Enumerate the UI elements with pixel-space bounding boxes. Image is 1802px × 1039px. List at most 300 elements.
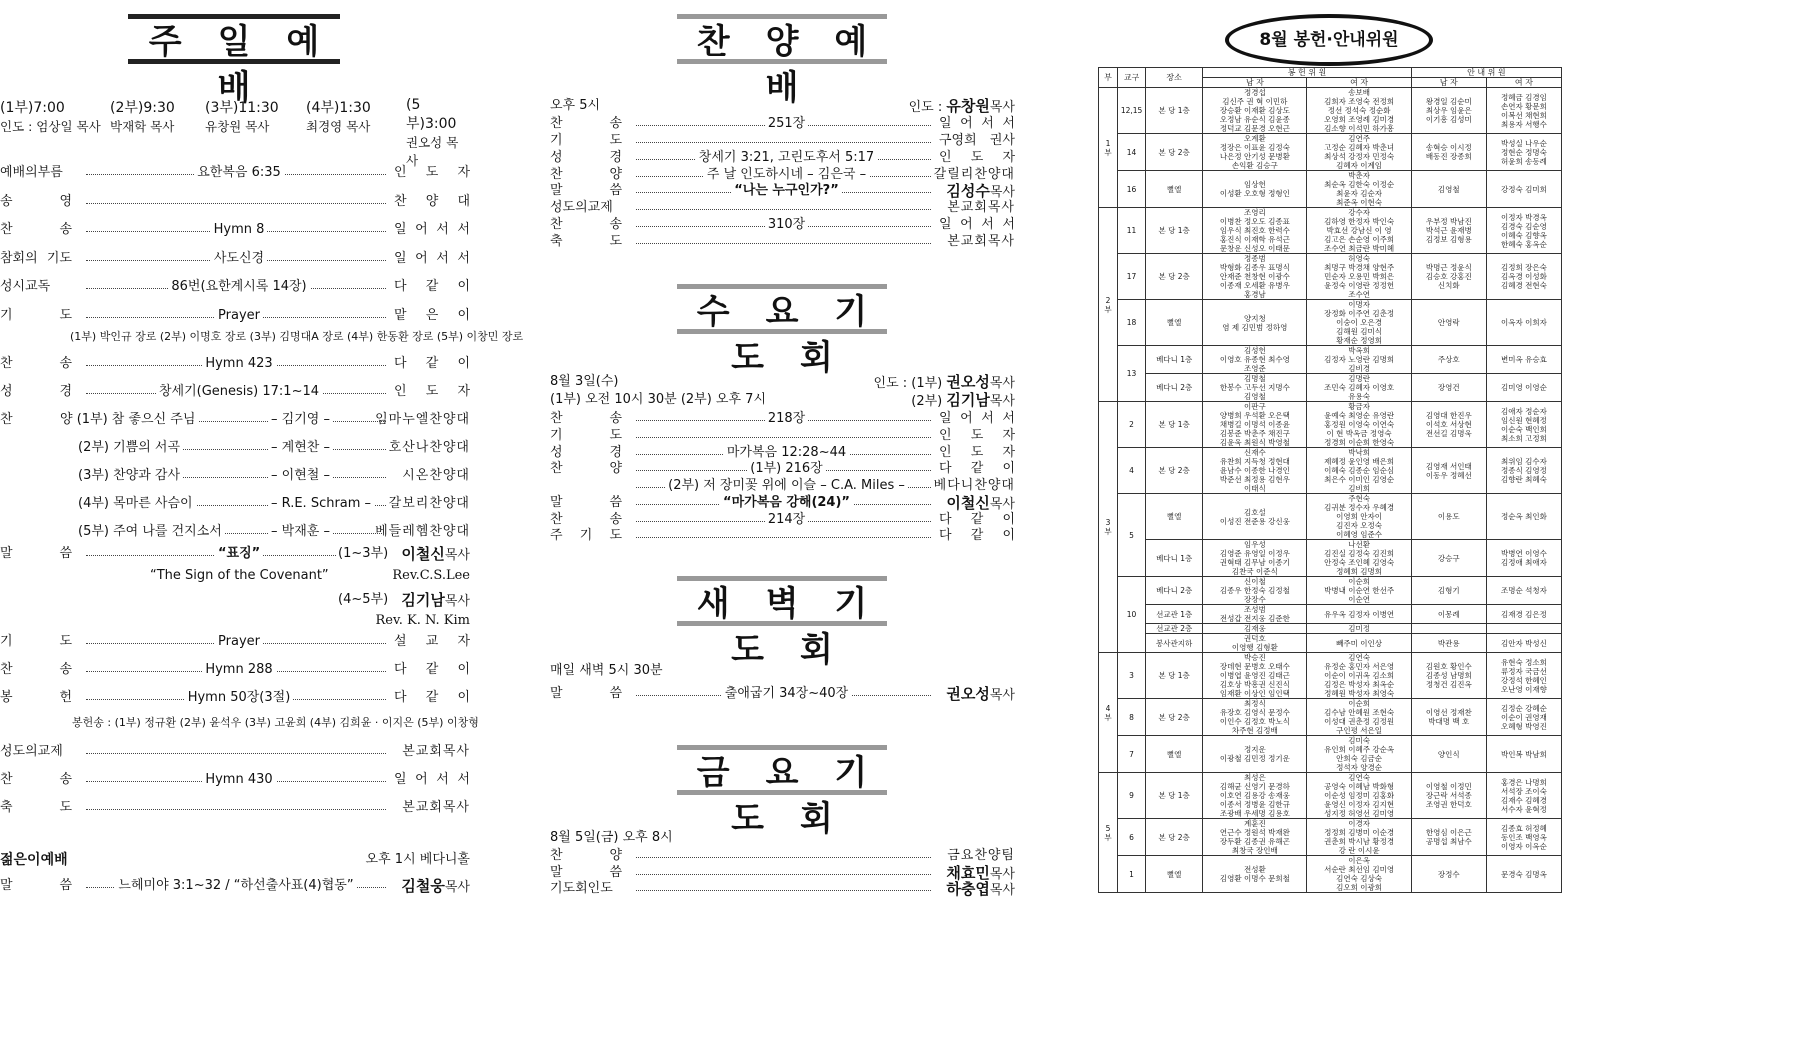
label-char: 씀 — [609, 495, 622, 510]
role-char: 구영희 — [939, 133, 977, 148]
offering-female: 황금자 윤예숙 최영순 유영란 홍정원 이영숙 이연숙 이 현 박옥금 정영숙 정경희 이순희 한영숙 — [1307, 402, 1411, 448]
label-char: 말 — [550, 495, 563, 510]
item-content-text: 214장 — [765, 512, 808, 527]
label-char: 송 — [59, 222, 72, 237]
preacher-title: 목사 — [444, 548, 470, 563]
guide-male: 한영심 이은근 공명섭 최남수 — [1411, 819, 1486, 856]
guide-female: 홍경은 나명희 서석장 조이숙 김재수 김혜경 서수자 윤혁정 — [1486, 773, 1561, 819]
item-label — [550, 410, 622, 428]
service-leader: 인도 : 엄상일 목사 — [0, 119, 101, 134]
label-char: 경 — [609, 445, 622, 460]
person-name: 하충엽 — [946, 880, 990, 898]
label-char: 도 — [609, 428, 622, 443]
item-content — [86, 633, 392, 651]
worship-item — [550, 527, 1015, 545]
label-char: 찬 — [550, 217, 563, 232]
label-char: 말 — [0, 546, 13, 561]
roster-place: 봉사관지하 — [1146, 634, 1203, 653]
role-char: 서 — [436, 772, 449, 787]
offering-female: 김연숙 공영숙 이혜남 박화형 이순성 임정미 김홍화 윤영신 이정자 김지현 성지정 허영선 김미영 — [1307, 773, 1411, 819]
offering-male: 정종범 박형화 김종우 표명식 안재준 천창현 이광수 이종재 오세환 유병우 홍경남 — [1203, 254, 1307, 300]
offering-female: 유우옥 김정자 이병연 — [1307, 605, 1411, 624]
guide-male: 강승구 — [1411, 540, 1486, 577]
item-label — [550, 494, 622, 512]
label-char: 영 — [59, 194, 72, 209]
label-char: 축 — [550, 234, 563, 249]
person-title: 목사 — [989, 497, 1015, 512]
item-content — [636, 494, 937, 512]
item-content — [86, 250, 392, 268]
role-char: 서 — [436, 251, 449, 266]
roster-row — [1099, 374, 1562, 402]
label-char: 기도 — [46, 251, 72, 266]
label-char: 송 — [609, 217, 622, 232]
label-char: 양 — [609, 848, 622, 863]
guide-male: 박명근 정윤식 김승호 강홍진 신치화 — [1411, 254, 1486, 300]
person-name: 김성수 — [946, 182, 990, 200]
worship-item — [0, 193, 470, 211]
offering-female: 강수자 김하영 한정자 박인숙 박효선 강남신 이 영 김고은 손순영 이주희 조수연 최금란 박미혜 — [1307, 208, 1411, 254]
roster-place: 본 당 1층 — [1146, 653, 1203, 699]
item-content-text: (1부) 216장 — [747, 461, 825, 476]
offering-female: 이순희 박병내 이순연 한선주 이순연 — [1307, 577, 1411, 605]
offering-female: 박춘자 최순옥 김한숙 이정순 최윤자 김순자 최준옥 이현숙 — [1307, 171, 1411, 208]
item-role — [394, 278, 470, 296]
offering-female: 주현숙 김귀분 정수자 우혜경 이영희 안자이 김진자 오정숙 이혜영 임준수 — [1307, 494, 1411, 540]
item-content — [86, 278, 392, 296]
label-char: 찬 — [0, 356, 13, 371]
col-offer-female: 여 자 — [1307, 78, 1411, 88]
role-char: 같 — [970, 461, 984, 476]
dotted-leader — [636, 537, 931, 538]
offering-male: 김호설 이성진 전준용 강신웅 — [1203, 494, 1307, 540]
worship-item — [550, 132, 1015, 150]
sermon-row — [0, 545, 470, 563]
role-char: 자 — [457, 384, 470, 399]
item-content — [636, 216, 937, 234]
label-char: 기 — [579, 528, 593, 543]
item-label: 성도의교제 — [0, 744, 63, 759]
label-char: 씀 — [609, 865, 622, 880]
offering-female: 이경자 정정희 김병미 이순경 권춘희 박시남 황정경 강 란 이시윤 — [1307, 819, 1411, 856]
anthem-part: (3부) 찬양과 감사 — [78, 467, 183, 485]
role-char: 어 — [960, 411, 973, 426]
role-char: 같 — [425, 279, 439, 294]
offering-male: 최정식 유장호 김영식 문정수 이인수 김정호 박노식 차주현 김정배 — [1203, 699, 1307, 736]
roster-row — [1099, 88, 1562, 134]
role-char: 인 — [939, 445, 952, 460]
label-char: 기 — [0, 634, 13, 649]
item-content-text: Prayer — [215, 634, 263, 649]
item-content-text: 주 날 인도하시네 – 김은국 – — [704, 167, 869, 182]
item-content-text: 310장 — [765, 217, 808, 232]
role-char: 서 — [457, 222, 470, 237]
anthem-composer: – 이현철 – — [268, 467, 333, 485]
role-char: 같 — [425, 356, 439, 371]
label-char: 기 — [550, 133, 563, 148]
item-content — [86, 383, 392, 401]
role-char: 이 — [457, 279, 470, 294]
role-char: 서 — [1002, 411, 1015, 426]
service-leader: 유창원 목사 — [205, 119, 270, 134]
item-label — [0, 633, 72, 651]
roster-bu: 1 부 — [1099, 88, 1118, 208]
title-char: 벽 — [765, 584, 799, 624]
label-char: 송 — [609, 116, 622, 131]
guide-female: 정혜금 김경임 손연자 황문희 이복선 채현희 최용자 서행수 — [1486, 88, 1561, 134]
header-left: (1부) 오전 10시 30분 (2부) 오후 7시 — [550, 392, 767, 407]
sermon-en-row-2 — [0, 612, 470, 630]
role-char: 인 — [939, 428, 952, 443]
roster-place: 본 당 2층 — [1146, 254, 1203, 300]
item-role — [394, 164, 470, 182]
service-leader: 최경영 목사 — [306, 119, 371, 134]
item-content-text: 251장 — [765, 116, 808, 131]
roster-row — [1099, 699, 1562, 736]
role-char: 서 — [1002, 116, 1015, 131]
title-char: 수 — [696, 292, 730, 332]
role-char: 어 — [415, 772, 428, 787]
col-offering: 봉 헌 위 원 — [1203, 68, 1412, 78]
label-char: 씀 — [609, 686, 622, 701]
offering-female: 김미정 — [1307, 624, 1411, 634]
label-char: 경 — [609, 150, 622, 165]
roster-row — [1099, 448, 1562, 494]
worship-item — [0, 743, 470, 761]
item-role: 베다니찬양대 — [933, 478, 1015, 493]
offering-female: 이순희 김수남 안혜원 조현숙 이성대 권춘정 김정원 구인평 서은일 — [1307, 699, 1411, 736]
role-char: 이 — [457, 690, 470, 705]
header-left: 8월 5일(금) 오후 8시 — [550, 830, 673, 845]
item-content — [86, 355, 392, 373]
worship-item — [550, 149, 1015, 167]
label-char: 송 — [609, 411, 622, 426]
youth-sermon-title: 느헤미야 3:1~32 / “하선출사표(4)협동” — [115, 878, 356, 893]
guide-male: 송혁승 이시정 배동진 장종희 — [1411, 134, 1486, 171]
item-label — [0, 193, 72, 211]
offering-male: 정지운 이광철 김민정 정기운 — [1203, 736, 1307, 773]
item-role — [394, 689, 470, 707]
roster-bu: 5 부 — [1099, 773, 1118, 893]
item-label — [550, 685, 622, 703]
service-time: (5부)3:00 — [406, 97, 457, 132]
label-char: 송 — [59, 662, 72, 677]
role-char: 일 — [939, 116, 952, 131]
role-char: 어 — [960, 116, 973, 131]
role-char: 일 — [939, 217, 952, 232]
title-char: 예 — [834, 22, 868, 62]
guide-female: 김애자 정순자 임신원 현혜정 이순숙 백인희 최소희 고정희 — [1486, 402, 1561, 448]
role-char: 어 — [960, 217, 973, 232]
guide-female: 정순옥 최인화 — [1486, 494, 1561, 540]
label-char: 씀 — [59, 878, 72, 893]
role-char: 다 — [939, 461, 952, 476]
item-role: 본교회목사 — [947, 234, 1015, 249]
item-role: 금요찬양팀 — [947, 848, 1015, 863]
dotted-leader — [636, 243, 931, 244]
roster-row — [1099, 300, 1562, 346]
label-char: 찬 — [550, 848, 563, 863]
item-role — [939, 132, 1015, 150]
roster-gyogu: 12,15 — [1118, 88, 1146, 134]
role-char: 같 — [425, 690, 439, 705]
roster-gyogu: 7 — [1118, 736, 1146, 773]
label-char: 도 — [609, 234, 622, 249]
role-char: 서 — [981, 411, 994, 426]
guide-male: 이용도 — [1411, 494, 1486, 540]
guide-female: 강정숙 김미희 — [1486, 171, 1561, 208]
guide-female: 김종효 허정혜 동인조 백영옥 이영자 이옥순 — [1486, 819, 1561, 856]
roster-place: 뻘엘 — [1146, 171, 1203, 208]
title-char: 도 — [731, 799, 764, 839]
worship-item — [550, 216, 1015, 234]
item-content — [86, 689, 392, 707]
item-label — [0, 877, 72, 895]
label-char: 찬 — [0, 772, 13, 787]
item-content-text: 창세기 3:21, 고린도후서 5:17 — [696, 150, 877, 165]
offering-female: 김미숙 유인희 이혜주 강순옥 안희숙 김금순 정석자 양경순 — [1307, 736, 1411, 773]
roster-gyogu: 14 — [1118, 134, 1146, 171]
label-char: 말 — [550, 865, 563, 880]
person-name: 채효민 — [946, 864, 990, 882]
item-role — [394, 355, 470, 373]
item-content-text: “나는 누구인가?” — [731, 183, 842, 198]
item-role — [394, 250, 470, 268]
preacher-name: 이철신 — [401, 545, 445, 563]
person-title: 목사 — [989, 867, 1015, 882]
preacher-title: 목사 — [444, 880, 470, 895]
label-char: 양 — [609, 167, 622, 182]
header-prefix: 인도 : (1부) — [873, 376, 947, 391]
dotted-leader — [636, 874, 931, 875]
offering-female: 이명자 장정화 이주연 김춘정 이숭이 오은경 김해원 김미식 황재순 정영희 — [1307, 300, 1411, 346]
service-3 — [205, 97, 279, 135]
guide-female: 김안자 박성신 — [1486, 634, 1561, 653]
guide-female: 이옥자 이희자 — [1486, 300, 1561, 346]
header-left: 매일 새벽 5시 30분 — [550, 663, 663, 678]
offering-female: 이은옥 서순란 최선임 김미영 김연숙 김상숙 김오희 이광희 — [1307, 856, 1411, 893]
roster-gyogu: 18 — [1118, 300, 1146, 346]
header-right — [874, 373, 1015, 393]
role-char: 일 — [939, 411, 952, 426]
guide-female: 최위임 김수자 정종식 김영정 김향란 최혜숙 — [1486, 448, 1561, 494]
roster-gyogu: 3 — [1118, 653, 1146, 699]
offering-male: 권덕호 이영행 김형환 — [1203, 634, 1307, 653]
preacher-name: 김철웅 — [401, 877, 445, 895]
preacher — [401, 591, 470, 611]
item-label — [0, 250, 72, 268]
header-right — [909, 97, 1015, 117]
title-char: 배 — [217, 68, 251, 108]
role-char: 일 — [394, 772, 407, 787]
item-role — [394, 221, 470, 239]
item-person — [946, 880, 1015, 900]
role-char: 인 — [394, 165, 407, 180]
item-role — [394, 193, 470, 211]
item-label — [550, 233, 622, 251]
role-char: 자 — [457, 634, 470, 649]
item-content-text: (2부) 저 장미꽃 위에 이슬 – C.A. Miles – — [665, 478, 908, 493]
roster-gyogu: 4 — [1118, 448, 1146, 494]
guide-female: 박인복 박남희 — [1486, 736, 1561, 773]
item-role: 본교회목사 — [402, 800, 470, 815]
label-char: 송 — [609, 512, 622, 527]
offering-male: 김재웅 — [1203, 624, 1307, 634]
guide-male: 김형기 — [1411, 577, 1486, 605]
roster-place: 본 당 1층 — [1146, 402, 1203, 448]
roster-place: 뻘엘 — [1146, 494, 1203, 540]
item-content-text: Hymn 50장(3절) — [185, 690, 294, 705]
worship-item — [0, 411, 470, 429]
worship-item — [550, 233, 1015, 251]
role-char: 설 — [394, 634, 407, 649]
dotted-leader — [636, 890, 931, 891]
worship-item — [0, 495, 470, 513]
role-char: 다 — [394, 356, 407, 371]
item-role: 갈릴리찬양대 — [933, 167, 1015, 182]
label-char: 도 — [59, 308, 72, 323]
dotted-leader — [86, 203, 386, 204]
item-role — [939, 410, 1015, 428]
roster-place: 본 당 2층 — [1146, 448, 1203, 494]
worship-item — [550, 460, 1015, 478]
item-note: (1부) 박인규 장로 (2부) 이명호 장로 (3부) 김명대A 장로 (4부) 한동환 장로 (5부) 이창민 장로 — [70, 330, 524, 343]
guide-male: 김영대 한진우 이석호 서상현 전선길 김명욱 — [1411, 402, 1486, 448]
service-5 — [406, 97, 470, 169]
item-label — [0, 661, 72, 679]
roster-place: 뻘엘 — [1146, 300, 1203, 346]
item-label: 성도의교제 — [550, 200, 613, 215]
role-char: 서 — [436, 222, 449, 237]
item-label — [0, 799, 72, 817]
offering-male: 박승진 장데현 문병호 오태수 이병엽 윤영진 김태근 김호상 박흥권 신진식 임재환 이상인 임인택 — [1203, 653, 1307, 699]
service-time: (2부)9:30 — [110, 100, 175, 116]
col-offer-male: 남 자 — [1203, 78, 1307, 88]
roster-row — [1099, 171, 1562, 208]
dotted-leader — [86, 809, 386, 810]
item-label — [550, 115, 622, 133]
role-char: 이 — [1002, 461, 1015, 476]
header-right — [911, 391, 1015, 411]
item-role: 시온찬양대 — [402, 468, 470, 483]
item-label — [550, 460, 622, 478]
worship-item — [550, 199, 1015, 217]
item-content-text: 218장 — [765, 411, 808, 426]
item-content — [636, 410, 937, 428]
col-bu: 부 — [1099, 68, 1118, 88]
item-role — [394, 771, 470, 789]
title-char: 기 — [834, 753, 868, 793]
service-leader: 박재학 목사 — [110, 119, 175, 134]
item-label — [0, 689, 72, 707]
role-char: 이 — [457, 308, 470, 323]
roster-row — [1099, 402, 1562, 448]
guide-female: 문경숙 김명옥 — [1486, 856, 1561, 893]
offering-female: 허영숙 최명구 박경채 양현주 민순자 오용민 박희은 윤정숙 이영란 정정헌 조수연 — [1307, 254, 1411, 300]
roster-place: 본 당 1층 — [1146, 208, 1203, 254]
item-label — [550, 427, 622, 445]
item-role — [394, 307, 470, 325]
person-name: 권오성 — [946, 373, 990, 391]
roster-place: 베다니 2층 — [1146, 577, 1203, 605]
role-char: 어 — [415, 251, 428, 266]
person-title: 목사 — [989, 185, 1015, 200]
col-guide-female: 여 자 — [1486, 78, 1561, 88]
sermon-title-en: “The Sign of the Covenant” — [150, 568, 329, 583]
item-content — [86, 221, 392, 239]
label-char: 찬 — [550, 116, 563, 131]
offering-male: 정경섭 김신주 권 혁 이민하 장승환 이재환 김상도 오정남 유순식 김윤종 정덕교 김문경 오현근 — [1203, 88, 1307, 134]
roster-place: 베다니 1층 — [1146, 346, 1203, 374]
role-char: 서 — [457, 772, 470, 787]
guide-female — [1486, 624, 1561, 634]
roster-gyogu: 13 — [1118, 346, 1146, 402]
guide-female: 조명순 석청자 — [1486, 577, 1561, 605]
item-role: 베들레헴찬양대 — [375, 524, 470, 539]
preacher-en: Rev. K. N. Kim — [375, 613, 470, 628]
guide-male: 장정수 — [1411, 856, 1486, 893]
item-content-text: 사도신경 — [211, 251, 267, 266]
anthem-part: 양 (1부) 참 좋으신 주님 — [60, 411, 198, 429]
item-label: 예배의부름 — [0, 165, 63, 180]
dotted-leader — [86, 753, 386, 754]
youth-time: 오후 1시 베다니홀 — [365, 852, 470, 867]
label-char: 경 — [59, 384, 72, 399]
guide-male: 이영철 이정민 장근락 서석종 조영권 한덕호 — [1411, 773, 1486, 819]
item-label — [0, 355, 72, 373]
guide-female: 김정순 강혜순 이순이 권영재 오혜형 박영진 — [1486, 699, 1561, 736]
role-char: 일 — [394, 251, 407, 266]
guide-male: 왕경일 김순미 최상우 임윤은 이기흥 김성미 — [1411, 88, 1486, 134]
item-content-text: Prayer — [215, 308, 263, 323]
worship-item — [0, 164, 470, 182]
label-char: 송 — [0, 194, 13, 209]
item-role — [939, 527, 1015, 545]
col-place: 장소 — [1146, 68, 1203, 88]
label-char: 성 — [550, 445, 563, 460]
label-char: 찬 — [0, 662, 13, 677]
item-content — [86, 164, 392, 182]
wed-header-1 — [550, 373, 1015, 391]
item-content — [86, 661, 392, 679]
role-char: 다 — [394, 662, 407, 677]
roster-bu: 2 부 — [1099, 208, 1118, 402]
item-content — [636, 460, 937, 478]
duty-roster-table — [1098, 67, 1562, 893]
guide-male: 이영선 정재찬 박대명 백 호 — [1411, 699, 1486, 736]
item-role: 호산나찬양대 — [388, 440, 470, 455]
sermon-range: (4~5부) — [338, 592, 389, 607]
roster-row — [1099, 653, 1562, 699]
item-role: 본교회목사 — [402, 744, 470, 759]
offering-female: 나선환 김진실 김정숙 김진희 안정숙 조인혜 김영숙 정혜희 김명희 — [1307, 540, 1411, 577]
roster-place: 선교관 1층 — [1146, 605, 1203, 624]
roster-bu: 4 부 — [1099, 653, 1118, 773]
service-times — [0, 97, 470, 168]
youth-header — [0, 851, 470, 869]
worship-item — [0, 633, 470, 651]
label-char: 찬 — [550, 167, 563, 182]
item-role — [939, 216, 1015, 234]
guide-male: 이몽례 — [1411, 605, 1486, 624]
label-char: 기 — [0, 308, 13, 323]
guide-female: 변미옥 유승효 — [1486, 346, 1561, 374]
sermon-range: (1~3부) — [338, 546, 389, 561]
offering-male: 조성범 전성갑 전지웅 김준한 — [1203, 605, 1307, 624]
item-content-text: “마가복음 강해(24)” — [720, 495, 853, 510]
label-char: 도 — [59, 800, 72, 815]
item-label: 성시교독 — [0, 279, 51, 294]
